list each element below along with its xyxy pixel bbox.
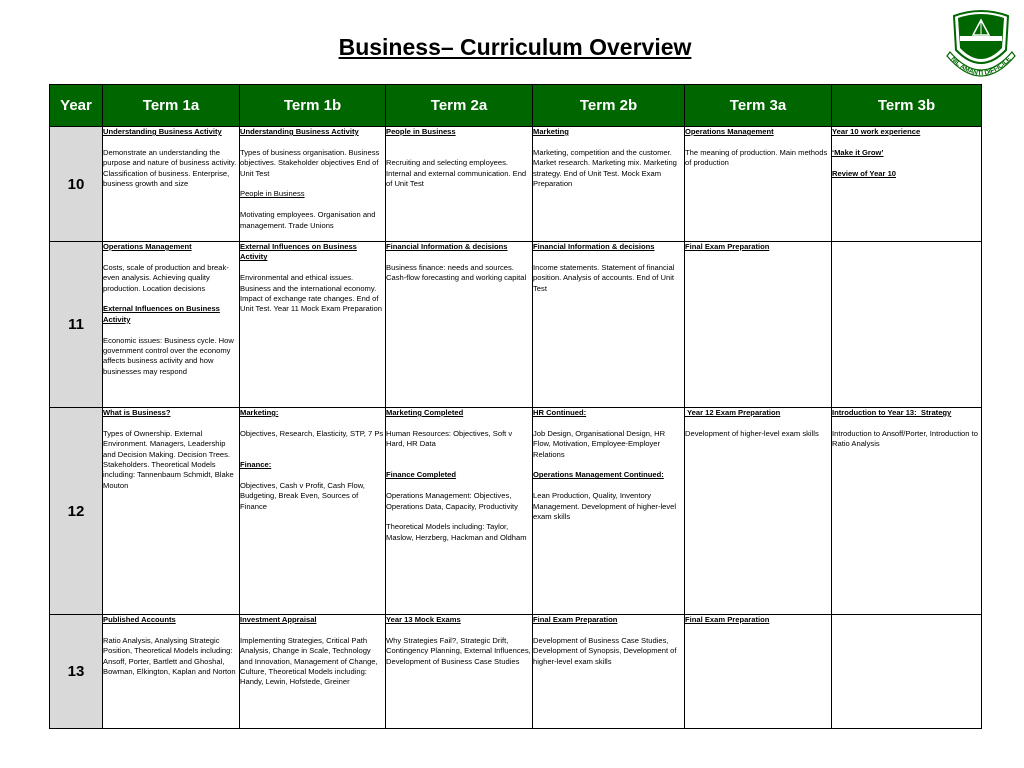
topic-heading: Introduction to Year 13: Strategy	[832, 408, 952, 417]
page-title: Business– Curriculum Overview	[338, 34, 692, 60]
header-term-1a: Term 1a	[103, 85, 240, 127]
year-11-row	[50, 242, 982, 408]
cell-y11-term-1b	[240, 242, 386, 408]
cell-y13-term-2b	[533, 615, 685, 729]
topic-heading: Marketing:	[240, 408, 279, 417]
topic-body: Environmental and ethical issues. Business and the international economy. Impact of exchange rate changes. End of Unit Test. Year 11 Mock Exam Preparation	[240, 273, 382, 314]
topic-body: Development of Business Case Studies, Development of Synopsis, Development of higher-level exam skills	[533, 635, 677, 666]
header-year: Year	[50, 85, 103, 127]
cell-y12-term-1b	[240, 408, 386, 615]
cell-y10-term-2b	[533, 127, 685, 242]
topic-body: Human Resources: Objectives, Soft v Hard, HR Data	[386, 428, 513, 449]
cell-y12-term-1a	[103, 408, 240, 615]
svg-text:NIL AMANTI DIFFICILE: NIL AMANTI DIFFICILE	[949, 55, 1013, 78]
topic-heading: HR Continued:	[533, 408, 587, 417]
topic-body: Economic issues: Business cycle. How government control over the economy affects business activity and how businesses may respond	[103, 335, 234, 376]
topic-body: Theoretical Models including: Taylor, Maslow, Herzberg, Hackman and Oldham	[386, 522, 527, 542]
topic-heading: Final Exam Preparation	[685, 615, 770, 624]
year-label: 12	[50, 408, 103, 615]
topic-heading: ‘Make it Grow’	[832, 147, 884, 157]
cell-y10-term-1b	[240, 127, 386, 242]
topic-heading: Year 13 Mock Exams	[386, 615, 461, 624]
topic-heading: Understanding Business Activity	[103, 127, 222, 136]
cell-y10-term-1a	[103, 127, 240, 242]
cell-y12-term-3b	[832, 408, 982, 615]
topic-heading: External Influences on Business Activity	[240, 242, 357, 262]
header-term-2a: Term 2a	[386, 85, 533, 127]
topic-heading: Financial Information & decisions	[386, 242, 508, 251]
topic-body: Types of Ownership. External Environment. Managers, Leadership and Decision Making. Decision Trees. Stakeholders. Theoretical Models including: Tannenbaum Schmidt, Blake Mouton	[103, 428, 234, 490]
cell-y12-term-2a	[386, 408, 533, 615]
header-term-1b: Term 1b	[240, 85, 386, 127]
topic-heading: Operations Management	[103, 242, 192, 251]
cell-y11-term-3a	[685, 242, 832, 408]
topic-heading: Review of Year 10	[832, 168, 897, 178]
topic-body: Job Design, Organisational Design, HR Flow, Motivation, Employee-Employer Relations	[533, 428, 666, 459]
topic-heading: Year 12 Exam Preparation	[685, 408, 781, 417]
year-10-row	[50, 127, 982, 242]
topic-body: Implementing Strategies, Critical Path Analysis, Change in Scale, Technology and Innovation, Management of Change, Culture, Theoretical Models including: Handy, Lewin, Hofstede, Greiner	[240, 635, 378, 687]
header-row	[50, 85, 982, 127]
year-label: 11	[50, 242, 103, 408]
topic-heading: Finance Completed	[386, 470, 457, 480]
topic-heading: Financial Information & decisions	[533, 242, 655, 251]
topic-body: Development of higher-level exam skills	[685, 428, 819, 438]
topic-heading: Operations Management	[685, 127, 774, 136]
cell-y13-term-3b	[832, 615, 982, 729]
topic-heading: Year 10 work experience	[832, 127, 921, 136]
topic-heading: Finance:	[240, 460, 272, 469]
cell-y13-term-1a	[103, 615, 240, 729]
cell-y11-term-3b	[832, 242, 982, 408]
topic-heading: People in Business	[386, 127, 456, 136]
topic-body: Why Strategies Fail?, Strategic Drift, Contingency Planning, External Influences, Development of Business Case Studies	[386, 635, 531, 666]
cell-y13-term-2a	[386, 615, 533, 729]
cell-y10-term-2a	[386, 127, 533, 242]
topic-heading: Marketing	[533, 127, 569, 136]
header-term-3b: Term 3b	[832, 85, 982, 127]
cell-y10-term-3a	[685, 127, 832, 242]
topic-heading: External Influences on Business Activity	[103, 304, 220, 324]
topic-heading: Final Exam Preparation	[533, 615, 618, 624]
topic-body: Costs, scale of production and break-even analysis. Achieving quality production. Location decisions	[103, 262, 229, 293]
topic-body: Operations Management: Objectives, Operations Data, Capacity, Productivity	[386, 491, 518, 511]
cell-y10-term-3b	[832, 127, 982, 242]
cell-y12-term-2b	[533, 408, 685, 615]
cell-y11-term-2a	[386, 242, 533, 408]
cell-y13-term-3a	[685, 615, 832, 729]
cell-y11-term-1a	[103, 242, 240, 408]
topic-body: Recruiting and selecting employees. Internal and external communication. End of Unit Test	[386, 158, 527, 189]
topic-heading: Understanding Business Activity	[240, 127, 359, 136]
topic-heading: Final Exam Preparation	[685, 242, 770, 251]
header-term-3a: Term 3a	[685, 85, 832, 127]
topic-body: Types of business organisation. Business objectives. Stakeholder objectives End of Unit Test	[240, 147, 380, 178]
topic-heading: What is Business?	[103, 408, 171, 417]
topic-body: Marketing, competition and the customer. Market research. Marketing mix. Marketing strategy. End of Unit Test. Mock Exam Preparation	[533, 147, 677, 189]
cell-y11-term-2b	[533, 242, 685, 408]
topic-body: Income statements. Statement of financial position. Analysis of accounts. End of Unit Test	[533, 262, 675, 293]
topic-body: Ratio Analysis, Analysing Strategic Position, Theoretical Models including: Ansoff, Porter, Bartlett and Ghoshal, Bowman, Elkington, Kaplan and Norton	[103, 635, 236, 677]
topic-subheading: People in Business	[240, 189, 305, 199]
topic-heading: Operations Management Continued:	[533, 470, 664, 480]
topic-heading: Published Accounts	[103, 615, 176, 624]
topic-body: Demonstrate an understanding the purpose and nature of business activity. Classification of business. Enterprise, business growth and size	[103, 147, 237, 189]
topic-body: Objectives, Cash v Profit, Cash Flow, Budgeting, Break Even, Sources of Finance	[240, 480, 365, 511]
topic-heading: Marketing Completed	[386, 408, 464, 417]
topic-body: Lean Production, Quality, Inventory Management. Development of higher-level exam skills	[533, 491, 677, 522]
year-label: 10	[50, 127, 103, 242]
cell-y12-term-3a	[685, 408, 832, 615]
year-13-row	[50, 615, 982, 729]
year-12-row	[50, 408, 982, 615]
topic-body: Introduction to Ansoff/Porter, Introduction to Ratio Analysis	[832, 428, 978, 449]
header-term-2b: Term 2b	[533, 85, 685, 127]
cell-y13-term-1b	[240, 615, 386, 729]
topic-body: The meaning of production. Main methods of production	[685, 147, 828, 168]
topic-body: Business finance: needs and sources. Cash-flow forecasting and working capital	[386, 262, 527, 283]
school-crest-icon	[942, 4, 1020, 86]
year-label: 13	[50, 615, 103, 729]
topic-body: Motivating employees. Organisation and management. Trade Unions	[240, 210, 376, 230]
topic-body: Objectives, Research, Elasticity, STP, 7 Ps	[240, 428, 384, 438]
curriculum-table	[49, 84, 982, 729]
topic-heading: Investment Appraisal	[240, 615, 317, 624]
